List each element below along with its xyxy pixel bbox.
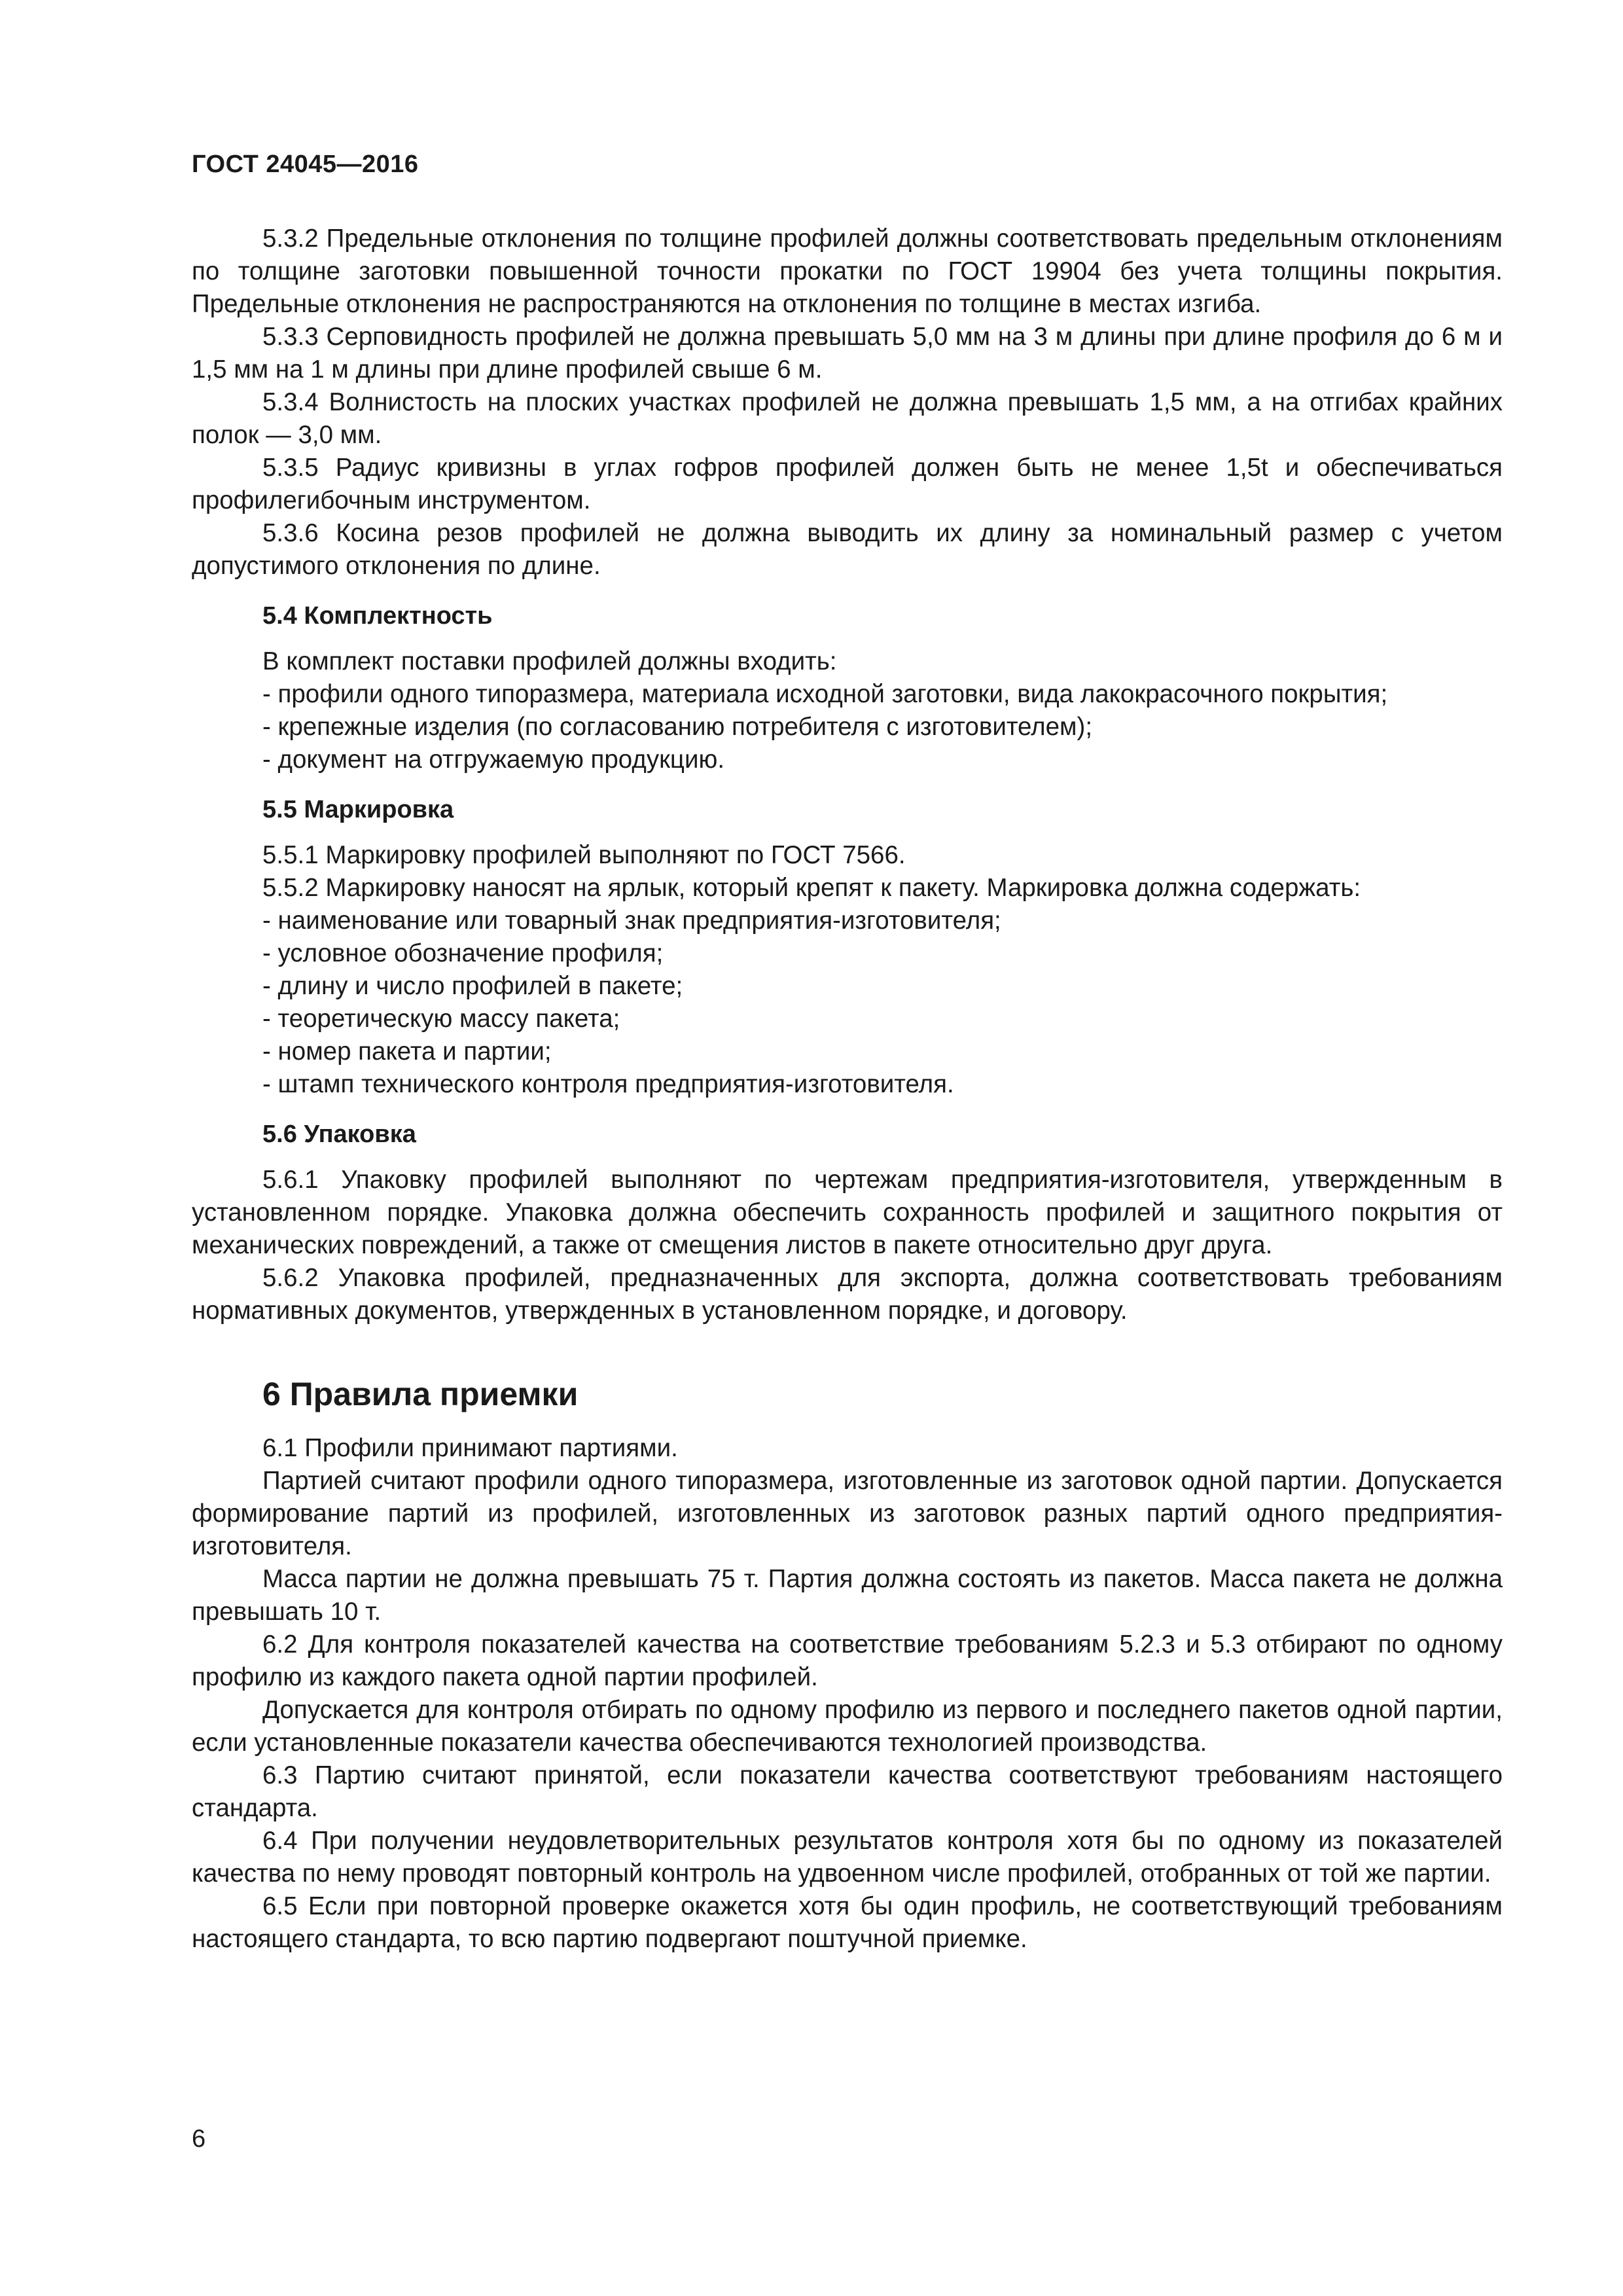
section-heading-5-4: 5.4 Комплектность xyxy=(262,602,493,630)
list-item: - штамп технического контроля предприятия-изготовителя. xyxy=(262,1070,954,1098)
paragraph-6-5: 6.5 Если при повторной проверке окажется хотя бы один профиль, не соответствующий требованиям настоящего стандарта, то всю партию подвергают поштучной приемке. xyxy=(192,1892,1503,1953)
paragraph-5-6-2: 5.6.2 Упаковка профилей, предназначенных для экспорта, должна соответствовать требованиям нормативных документов, утвержденных в установленном порядке, и договору. xyxy=(192,1264,1503,1325)
list-item: - наименование или товарный знак предприятия-изготовителя; xyxy=(262,906,1001,935)
paragraph-5-5-2: 5.5.2 Маркировку наносят на ярлык, который крепят к пакету. Маркировка должна содержать: xyxy=(262,874,1361,902)
list-item: - номер пакета и партии; xyxy=(262,1037,552,1066)
paragraph-5-3-6: 5.3.6 Косина резов профилей не должна выводить их длину за номинальный размер с учетом допустимого отклонения по длине. xyxy=(192,519,1503,580)
list-item: - профили одного типоразмера, материала исходной заготовки, вида лакокрасочного покрытия; xyxy=(262,680,1388,708)
chapter-heading-6: 6 Правила приемки xyxy=(262,1376,579,1412)
paragraph-5-5-1: 5.5.1 Маркировку профилей выполняют по ГОСТ 7566. xyxy=(262,841,906,869)
list-item: - условное обозначение профиля; xyxy=(262,939,664,967)
paragraph-5-3-2: 5.3.2 Предельные отклонения по толщине профилей должны соответствовать предельным отклонениям по толщине заготовки повышенной точности прокатки по ГОСТ 19904 без учета толщины покрытия. Предельные отклонения не распространяются на отклонения по толщине в местах изгиба. xyxy=(192,224,1503,318)
paragraph-5-3-3: 5.3.3 Серповидность профилей не должна превышать 5,0 мм на 3 м длины при длине профиля до 6 м и 1,5 мм на 1 м длины при длине профилей свыше 6 м. xyxy=(192,323,1503,384)
list-item: - теоретическую массу пакета; xyxy=(262,1005,620,1033)
section-heading-5-5: 5.5 Маркировка xyxy=(262,796,454,823)
paragraph-6-1-lot: Партией считают профили одного типоразмера, изготовленные из заготовок одной партии. Допускается формирование партий из профилей, изготовленных из заготовок разных партий одного предприятия-изготовителя. xyxy=(192,1467,1503,1560)
paragraph-6-3: 6.3 Партию считают принятой, если показатели качества соответствуют требованиям настоящего стандарта. xyxy=(192,1761,1503,1822)
page-number: 6 xyxy=(192,2125,206,2153)
paragraph-5-6-1: 5.6.1 Упаковку профилей выполняют по чертежам предприятия-изготовителя, утвержденным в установленном порядке. Упаковка должна обеспечить сохранность профилей и защитного покрытия от механических повреждений, а также от смещения листов в пакете относительно друг друга. xyxy=(192,1166,1503,1259)
section-heading-5-6: 5.6 Упаковка xyxy=(262,1121,416,1148)
paragraph-6-2-sampling: Допускается для контроля отбирать по одному профилю из первого и последнего пакетов одной партии, если установленные показатели качества обеспечиваются технологией производства. xyxy=(192,1696,1503,1757)
section-5-4-intro: В комплект поставки профилей должны входить: xyxy=(262,647,837,675)
paragraph-5-3-5: 5.3.5 Радиус кривизны в углах гофров профилей должен быть не менее 1,5t и обеспечиваться профилегибочным инструментом. xyxy=(192,454,1503,514)
list-item: - крепежные изделия (по согласованию потребителя с изготовителем); xyxy=(262,713,1093,741)
paragraph-6-1: 6.1 Профили принимают партиями. xyxy=(262,1434,678,1462)
document-header: ГОСТ 24045—2016 xyxy=(192,151,419,178)
page-content xyxy=(192,223,1503,1956)
list-item: - документ на отгружаемую продукцию. xyxy=(262,745,725,774)
paragraph-6-1-mass: Масса партии не должна превышать 75 т. Партия должна состоять из пакетов. Масса пакета не должна превышать 10 т. xyxy=(192,1565,1503,1626)
paragraph-6-2: 6.2 Для контроля показателей качества на соответствие требованиям 5.2.3 и 5.3 отбирают по одному профилю из каждого пакета одной партии профилей. xyxy=(192,1630,1503,1691)
paragraph-5-3-4: 5.3.4 Волнистость на плоских участках профилей не должна превышать 1,5 мм, а на отгибах крайних полок — 3,0 мм. xyxy=(192,388,1503,449)
list-item: - длину и число профилей в пакете; xyxy=(262,972,683,1000)
paragraph-6-4: 6.4 При получении неудовлетворительных результатов контроля хотя бы по одному из показателей качества по нему проводят повторный контроль на удвоенном числе профилей, отобранных от той же партии. xyxy=(192,1827,1503,1888)
